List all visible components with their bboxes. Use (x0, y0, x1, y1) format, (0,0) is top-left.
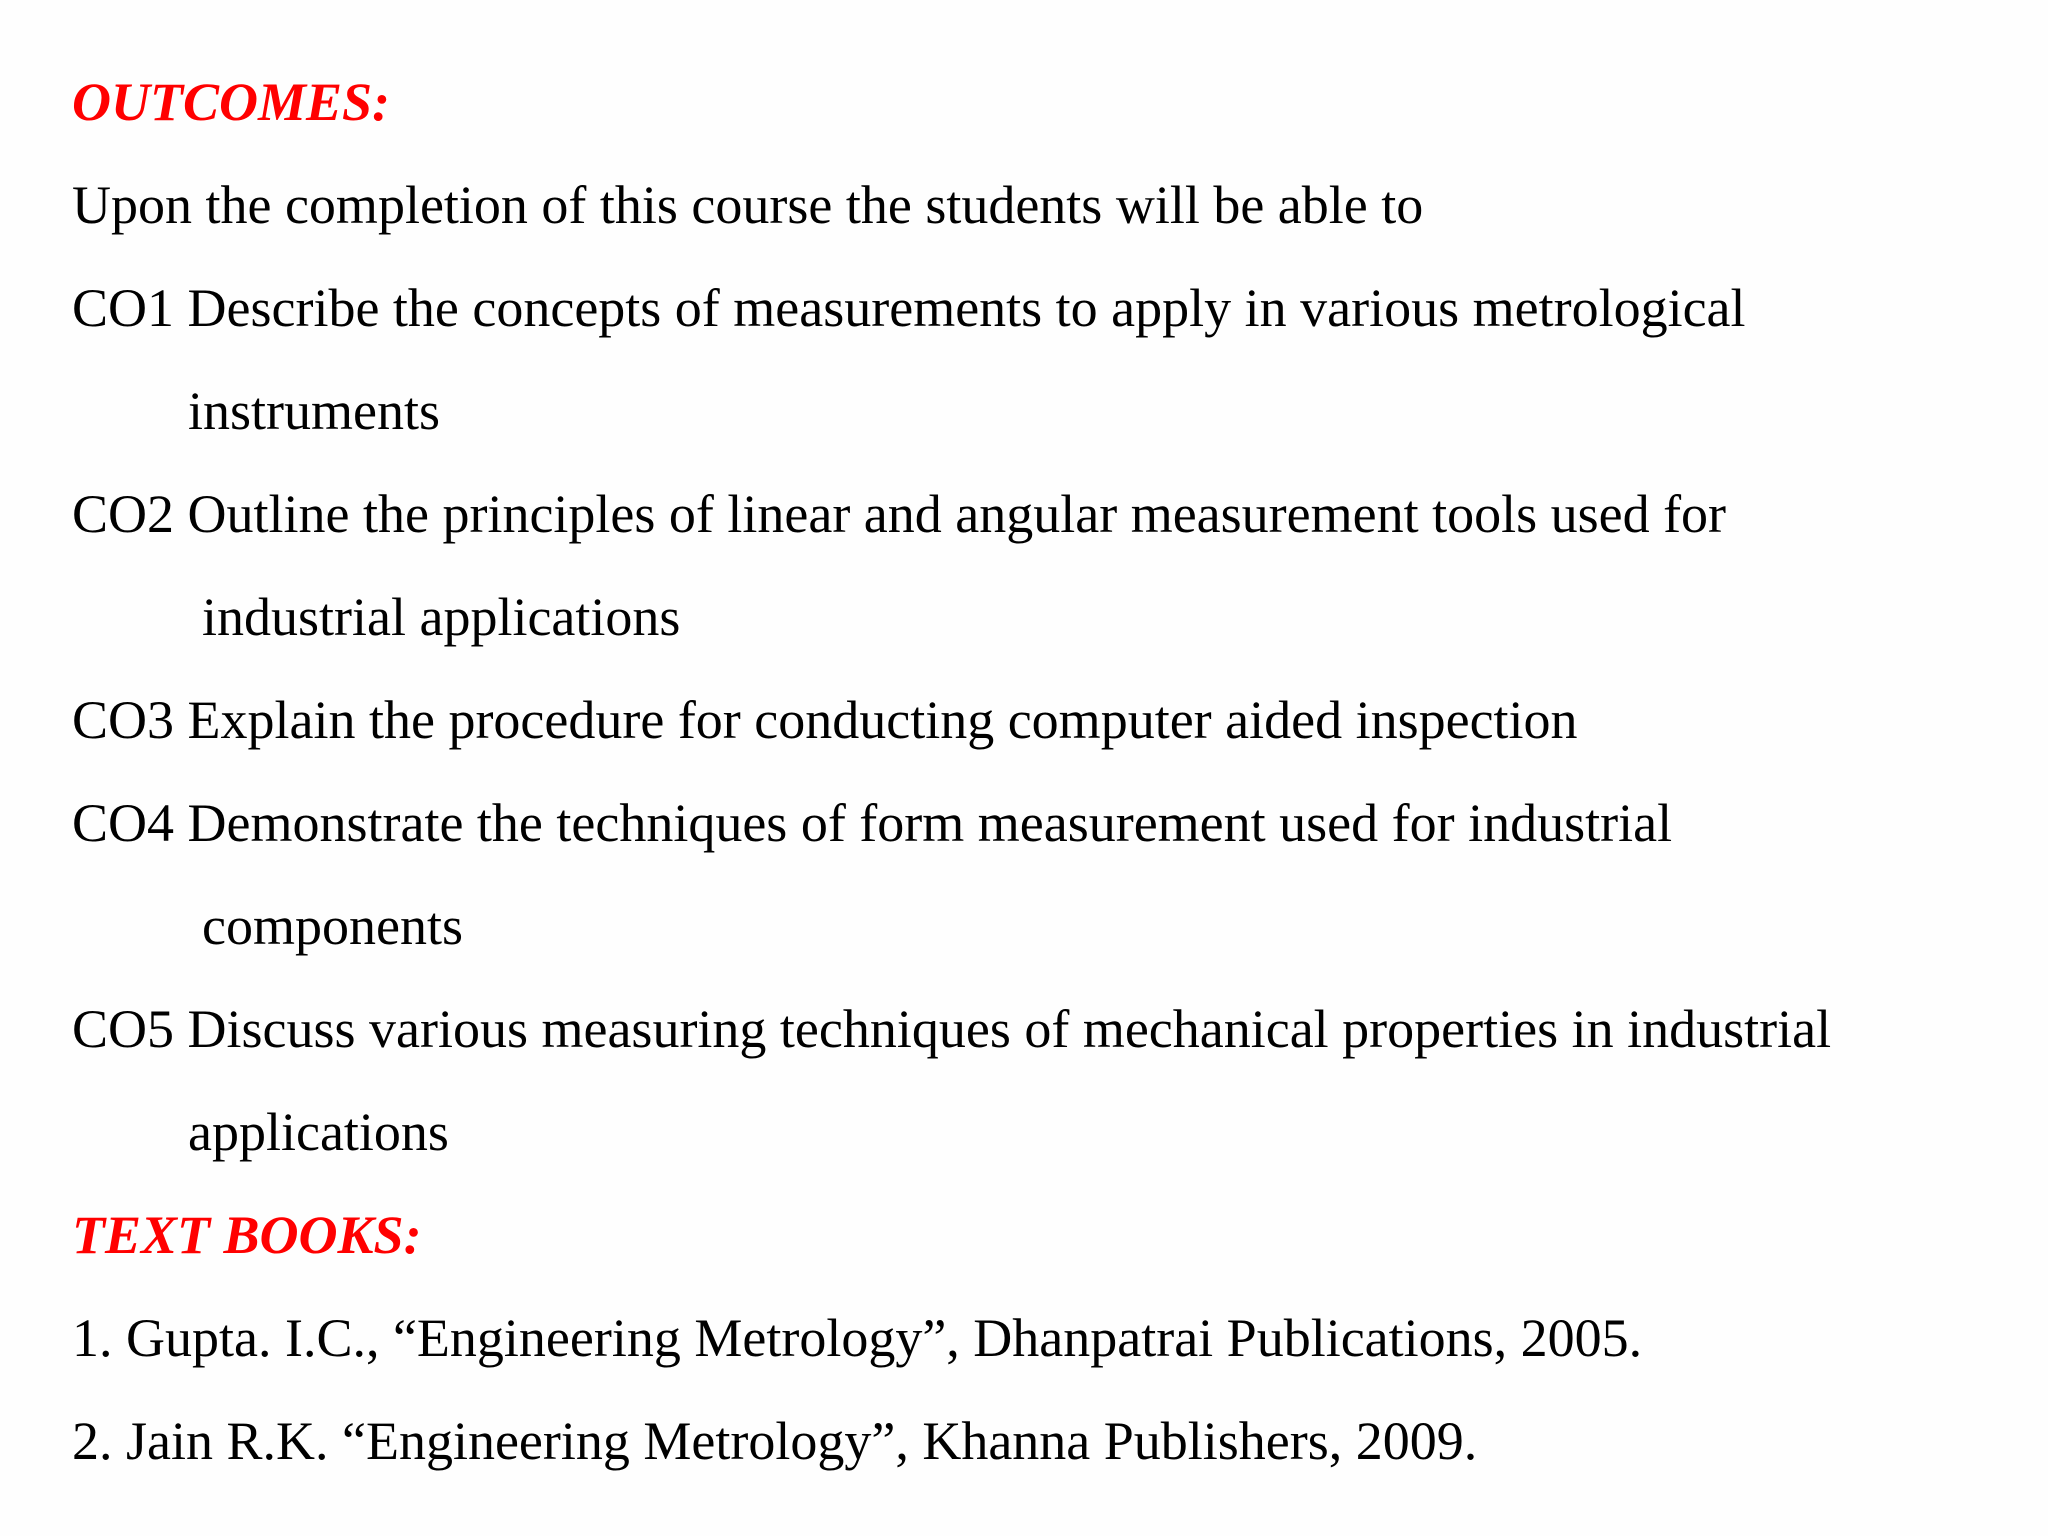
outcomes-intro: Upon the completion of this course the students will be able to (72, 175, 1424, 235)
outcome-co5-line1: CO5 Discuss various measuring techniques of mechanical properties in industrial (72, 999, 1832, 1059)
outcome-co2-line2: industrial applications (202, 587, 681, 647)
outcome-co1-line1: CO1 Describe the concepts of measurements to apply in various metrological (72, 278, 1746, 338)
outcome-co5-line2: applications (188, 1102, 449, 1162)
outcome-co4-line2: components (202, 896, 463, 956)
outcome-co2-line1: CO2 Outline the principles of linear and angular measurement tools used for (72, 484, 1727, 544)
outcome-co3-line1: CO3 Explain the procedure for conducting computer aided inspection (72, 690, 1578, 750)
outcome-co4-line1: CO4 Demonstrate the techniques of form measurement used for industrial (72, 793, 1673, 853)
outcome-co1-line2: instruments (188, 381, 440, 441)
text-book-item-1: 1. Gupta. I.C., “Engineering Metrology”, Dhanpatrai Publications, 2005. (72, 1308, 1643, 1368)
text-books-heading: TEXT BOOKS: (72, 1205, 422, 1265)
outcomes-heading: OUTCOMES: (72, 72, 391, 132)
text-book-item-2: 2. Jain R.K. “Engineering Metrology”, Khanna Publishers, 2009. (72, 1411, 1478, 1471)
